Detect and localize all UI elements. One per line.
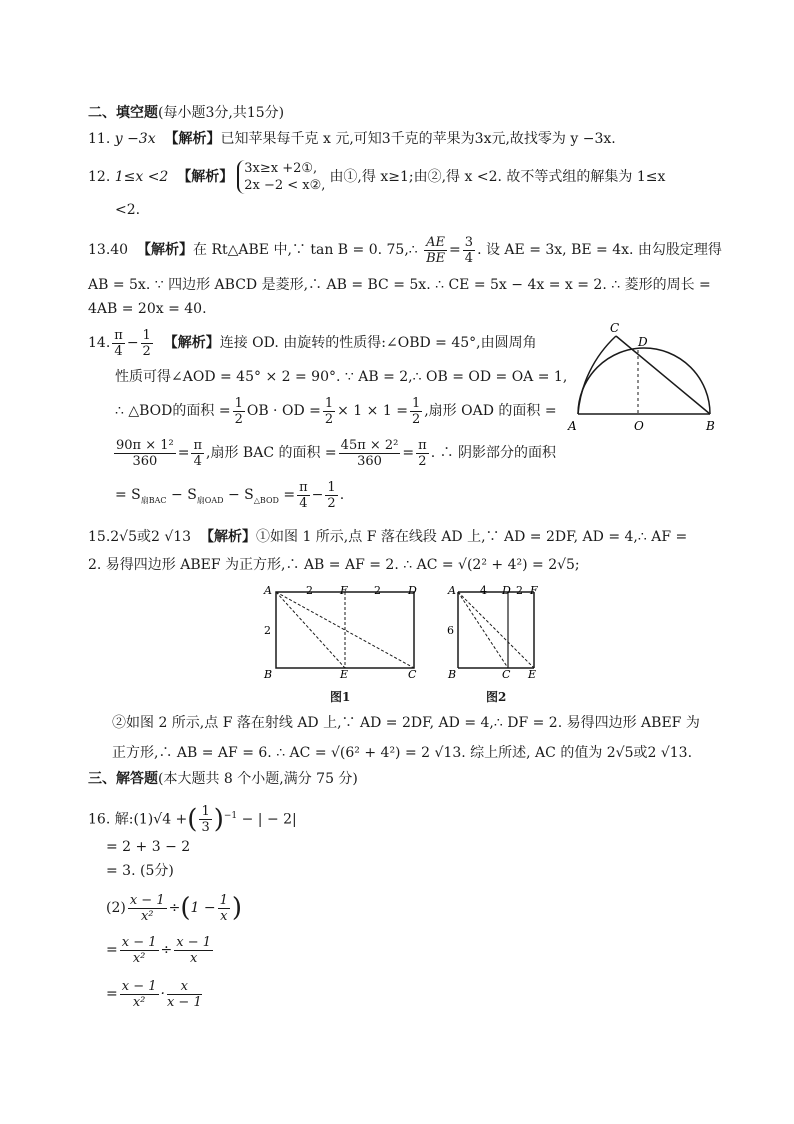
answer: y −3x [114,131,156,147]
numerator: π [193,437,203,453]
section-heading-fill-blank [88,104,284,122]
fraction [120,979,159,1010]
numerator: AE [426,234,446,250]
numerator: π [114,327,123,343]
fraction-sector-oad [114,438,176,469]
question-number: 15. [88,529,111,545]
denominator: 4 [193,453,202,469]
text: − S [223,487,254,503]
numerator: 45π × 2² [340,437,399,453]
question-16-part-1 [88,796,297,840]
analysis-tag: 【解析】 [177,169,234,185]
equals: = [106,942,118,958]
label-c: C [502,668,511,681]
question-15-line-3: ②如图 2 所示,点 F 落在射线 AD 上,∵ AD = 2DF, AD = 4,∴ DF = 2. 易得四边形 ABEF 为 [112,715,700,731]
numerator: 1 [324,395,334,411]
label-a: A [568,419,577,433]
numerator: 1 [142,327,151,343]
fraction [218,893,230,924]
denominator: x² [140,908,154,924]
inequality-system [237,160,325,194]
denominator: BE [426,250,446,266]
question-15-line-4: 正方形,∴ AB = AF = 6. ∴ AC = √(6² + 4²) = 2 √13. 综上所述, AC 的值为 2√5或2 √13. [112,745,693,761]
label-2: 2 [516,584,523,597]
question-13 [88,232,722,268]
label-d: D [638,335,648,349]
fraction-half [410,396,422,427]
answer: 1≤x <2 [114,169,169,185]
right-paren: ) [213,804,224,835]
text: = S [115,487,141,503]
label-c: C [408,668,417,681]
label-b: B [448,668,457,681]
label-2: 2 [374,584,381,597]
fraction-sector-bac [339,438,401,469]
question-16-line-6 [106,976,204,1012]
analysis-text: 在 Rt△ABE 中,∵ tan B = 0. 75,∴ [193,242,418,258]
analysis-text: ①如图 1 所示,点 F 落在线段 AD 上,∵ AD = 2DF, AD = 4,∴ AF = [256,529,688,545]
subscript: △BOD [253,495,279,505]
numerator: π [299,479,308,495]
numerator: π [418,437,427,453]
label-4: 4 [480,584,487,597]
numerator: 1 [327,479,336,495]
label-e: E [528,668,537,681]
label-2: 2 [306,584,313,597]
fraction-1-3 [199,804,211,835]
question-15 [88,528,687,546]
denominator: 2 [324,411,334,427]
numerator: 1 [201,804,210,820]
question-16-line-2: = 2 + 3 − 2 [106,839,191,855]
segment-ac [458,592,508,668]
label-f: F [340,584,348,597]
analysis-text-b: . 设 AE = 3x, BE = 4x. 由勾股定理得 [477,242,722,258]
segment-ae [276,592,345,668]
label-d: D [502,584,511,597]
denominator: 2 [327,495,336,511]
question-15-line-2: 2. 易得四边形 ABEF 为正方形,∴ AB = AF = 2. ∴ AC = √(2² + 4²) = 2√5; [88,557,580,573]
fraction-1-2 [141,328,153,359]
fraction-half [323,396,335,427]
denominator: x [220,908,228,924]
figure-2 [444,582,544,682]
equals: = [106,986,118,1002]
question-14 [88,326,537,360]
figure-1 [258,582,428,682]
inequality-2: 2x −2 < x②, [244,178,326,193]
analysis-text: 由①,得 x≥1;由②,得 x <2. 故不等式组的解集为 1≤x [329,169,666,185]
fraction-ae-be [424,235,447,266]
text: (2) [106,900,126,916]
section-title: 二、填空题 [88,105,158,121]
fraction [174,935,213,966]
label-o: O [634,419,644,433]
label-f: F [530,584,538,597]
question-11 [88,130,616,148]
fraction [167,979,202,1010]
text: − S [166,487,197,503]
question-number: 14. [88,335,111,351]
equals: = [449,242,461,258]
subscript: 扇BAC [140,495,167,505]
text: OB · OD = [246,403,321,419]
section-title: 三、解答题 [88,771,158,787]
numerator: 90π × 1² [116,437,174,453]
numerator: x − 1 [176,934,211,950]
text: . ∴ 阴影部分的面积 [430,445,557,461]
inequality-1: 3x≥x +2①, [244,161,318,176]
fraction-half [233,396,245,427]
analysis-tag: 【解析】 [163,335,220,351]
denominator: x² [132,994,146,1010]
minus: − [126,335,139,351]
denominator: 4 [464,250,474,266]
denominator: 2 [234,411,243,427]
denominator: 360 [357,453,382,469]
question-number: 13. [88,242,111,258]
question-14-line-5: = $S_{扇BAC} - S_{扇OAD} - S_{\triangle BOD}$ = $\frac{\pi}{4}$ − $\frac{1}{2}$ . [115,479,345,511]
text: = [278,487,296,503]
denominator: x − 1 [166,994,202,1010]
analysis-text: 已知苹果每千克 x 元,可知3千克的苹果为3x元,故找零为 y −3x. [220,131,616,147]
numerator: 1 [219,892,228,908]
question-12-continuation: <2. [115,202,141,218]
segment-ae [458,592,534,668]
denominator: 2 [411,411,421,427]
analysis-tag: 【解析】 [200,529,256,545]
fraction-pi-4 [297,480,310,511]
segment-bc [616,336,710,414]
analysis-text: 连接 OD. 由旋转的性质得:∠OBD = 45°,由圆周角 [219,335,537,351]
text: ,扇形 BAC 的面积 = [206,445,337,461]
denominator: 2 [142,343,151,359]
label-e: E [340,668,349,681]
fraction-1-2 [325,480,337,511]
text: − | − 2| [241,811,297,828]
numerator: 1 [411,395,421,411]
fraction-3-4 [463,235,475,266]
label-b: B [264,668,273,681]
figure-1-caption: 图1 [330,690,351,704]
label-a: A [448,584,456,597]
right-paren: ) [231,893,243,923]
operator: ÷ [168,900,181,916]
question-12 [88,158,665,196]
denominator: 360 [132,453,158,469]
text: ,扇形 OAD 的面积 = [424,403,557,419]
numerator: x − 1 [129,892,165,908]
analysis-tag: 【解析】 [137,242,193,258]
operator: · [160,986,165,1002]
section-note: (每小题3分,共15分) [158,105,285,121]
question-14-line-2: 性质可得∠AOD = 45° × 2 = 90°. ∵ AB = 2,∴ OB = OD = OA = 1, [115,369,568,385]
label-6: 6 [447,624,454,637]
exponent: −1 [223,811,238,821]
figure-2-caption: 图2 [486,690,507,704]
fraction-pi-2 [416,438,429,469]
text: (1)√4 + [133,811,188,828]
period: . [339,487,345,503]
answer: 40 [110,242,129,258]
text: ∴ △BOD的面积 = [115,403,231,419]
sector-figure [566,318,716,440]
question-16-line-5 [106,932,215,968]
numerator: x − 1 [121,978,157,994]
fraction [128,893,167,924]
subscript: 扇OAD [196,495,224,505]
denominator: 3 [201,820,210,836]
question-16-part-2 [106,888,242,928]
question-14-line-4: $\frac{\text{90π × 1²}}{360}$ = $\frac{\pi}{4}$ ,扇形 BAC 的面积 = $\frac{\text{45π × 2²}}{360}$ = $\frac{\pi}{2}$ . ∴ 阴影部分的面积 [116,437,557,469]
label-c: C [610,321,620,335]
question-number: 11. [88,131,111,147]
numerator: x [167,979,202,995]
question-13-line-2: AB = 5x. ∵ 四边形 ABCD 是菱形,∴ AB = BC = 5x. ∴ CE = 5x − 4x = x = 2. ∴ 菱形的周长 = [88,277,711,293]
question-13-line-3: 4AB = 20x = 40. [88,301,207,317]
label-2: 2 [264,624,271,637]
question-number: 16. 解: [88,811,134,828]
fraction [120,935,159,966]
numerator: x − 1 [121,934,157,950]
text: × 1 × 1 = [337,403,408,419]
denominator: 2 [418,453,427,469]
denominator: x² [132,950,146,966]
fraction-pi-4 [191,438,204,469]
label-a: A [264,584,272,597]
denominator: x [189,950,198,966]
answer: 2√5或2 √13 [110,529,192,545]
fraction-pi-4 [112,328,125,359]
left-paren: ( [180,893,191,923]
left-paren: ( [187,804,198,835]
numerator: 1 [234,395,243,411]
denominator: 4 [299,495,308,511]
question-14-line-3 [115,394,557,428]
question-16-line-3: = 3. (5分) [106,863,174,879]
section-heading-solutions [88,770,358,788]
denominator: 4 [114,343,123,359]
analysis-tag: 【解析】 [164,131,221,147]
operator: ÷ [160,942,173,958]
arc-ac [578,336,616,414]
text: 1 − [190,900,216,916]
label-b: B [706,419,715,433]
section-note: (本大题共 8 个小题,满分 75 分) [158,771,358,787]
label-d: D [408,584,417,597]
question-number: 12. [88,169,111,185]
numerator: 3 [464,234,474,250]
